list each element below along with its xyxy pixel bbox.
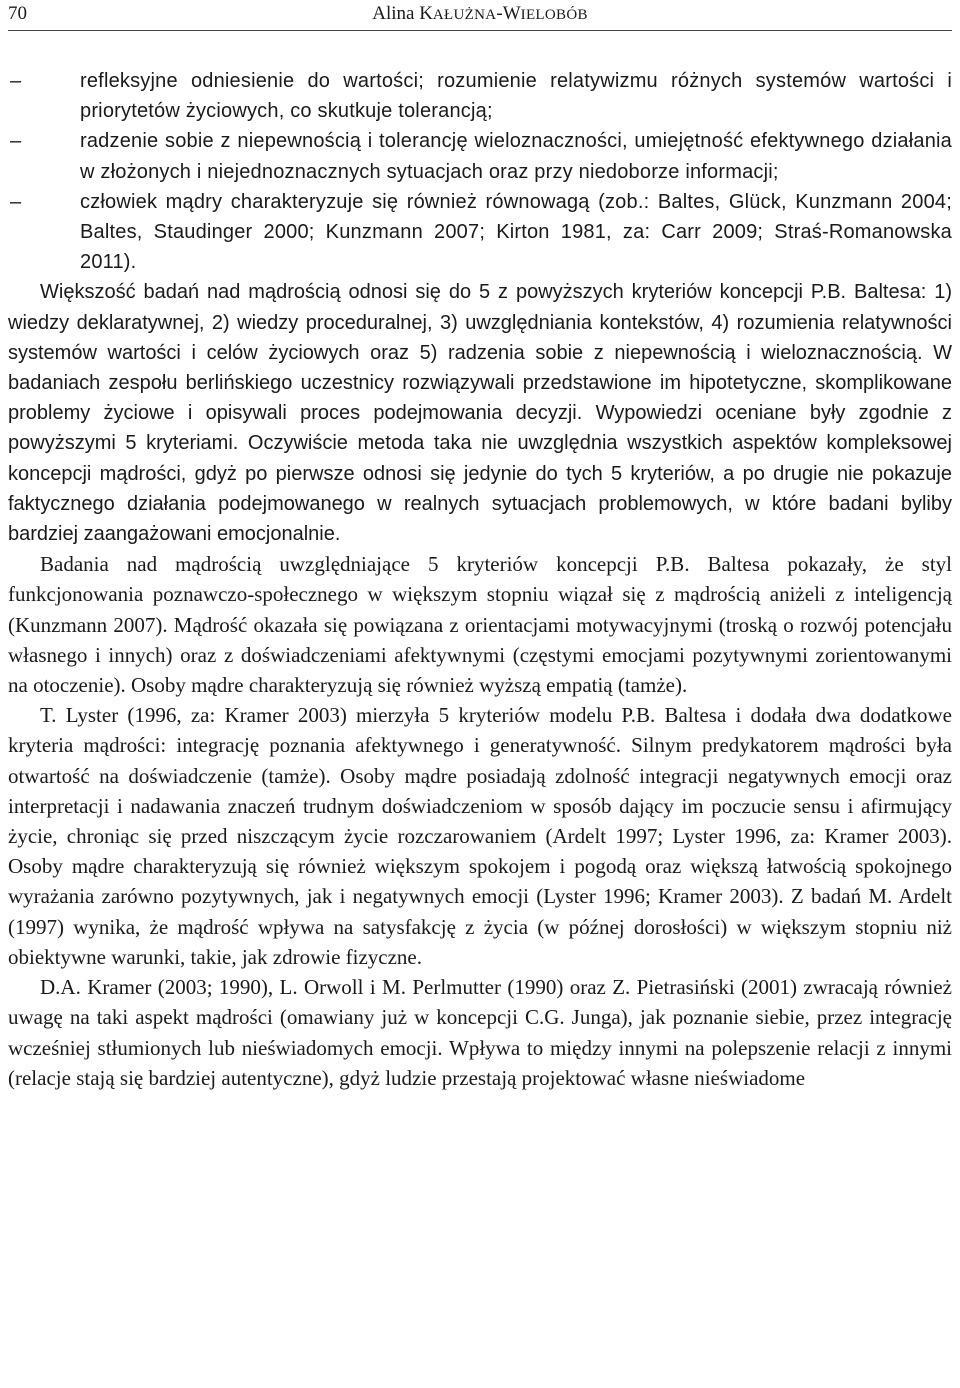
list-item: – refleksyjne odniesienie do wartości; rozumienie relatywizmu różnych systemów wartości i priorytetów życiowych, co skutkuje tolerancją; bbox=[8, 66, 952, 126]
running-header bbox=[8, 0, 952, 31]
body-text bbox=[8, 66, 952, 1093]
page-number: 70 bbox=[8, 3, 27, 24]
paragraph: Większość badań nad mądrością odnosi się do 5 z powyższych kryteriów koncepcji P.B. Baltesa: 1) wiedzy deklaratywnej, 2) wiedzy proceduralnej, 3) uwzględniania kontekstów, 4) rozumienia relatywności systemów wartości i celów życiowych oraz 5) radzenia sobie z niepewnością i wieloznacznością. W badaniach zespołu berlińskiego uczestnicy rozwiązywali przedstawione im hipotetyczne, skomplikowane problemy życiowe i opisywali proces podejmowania decyzji. Wypowiedzi oceniane były zgodnie z powyższymi 5 kryteriami. Oczywiście metoda taka nie uwzględnia wszystkich aspektów kompleksowej koncepcji mądrości, gdyż po pierwsze odnosi się jedynie do tych 5 kryteriów, a po drugie nie pokazuje faktycznego działania podejmowanego w realnych sytuacjach problemowych, w które badani byliby bardziej zaangażowani emocjonalnie. bbox=[8, 281, 952, 546]
dash-bullet: – bbox=[10, 190, 22, 213]
paragraph: T. Lyster (1996, za: Kramer 2003) mierzyła 5 kryteriów modelu P.B. Baltesa i dodała dwa dodatkowe kryteria mądrości: integrację poznania afektywnego i generatywność. Silnym predykatorem mądrości była otwartość na doświadczenie (tamże). Osoby mądre posiadają zdolność integracji negatywnych emocji oraz interpretacji i nadawania znaczeń trudnym doświadczeniom w sposób dający im poczucie sensu i afirmujący życie, chroniąc się przed niszczącym życie rozczarowaniem (Ardelt 1997; Lyster 1996, za: Kramer 2003). Osoby mądre charakteryzują się również większym spokojem i pogodą oraz większą łatwością spokojnego wyrażania zarówno pozytywnych, jak i negatywnych emocji (Lyster 1996; Kramer 2003). Z badań M. Ardelt (1997) wynika, że mądrość wpływa na satysfakcję z życia (w późnej dorosłości) w większym stopniu niż obiektywne warunki, takie, jak zdrowie fizyczne. bbox=[8, 703, 952, 969]
paragraph: D.A. Kramer (2003; 1990), L. Orwoll i M. Perlmutter (1990) oraz Z. Pietrasiński (2001) zwracają również uwagę na taki aspekt mądrości (omawiany już w koncepcji C.G. Junga), jak poznanie siebie, przez integrację wcześniej stłumionych lub nieświadomych emocji. Wpływa to między innymi na polepszenie relacji z innymi (relacje stają się bardziej autentyczne), gdyż ludzie przestają projektować własne nieświadome bbox=[8, 975, 952, 1090]
dash-bullet: – bbox=[10, 70, 22, 92]
list-item: – radzenie sobie z niepewnością i tolerancję wieloznaczności, umiejętność efektywnego działania w złożonych i niejednoznacznych sytuacjach oraz przy niedoborze informacji; bbox=[8, 126, 952, 186]
running-head-author: Alina KAŁUŻNA-WIELOBÓB bbox=[372, 3, 588, 24]
criteria-list bbox=[8, 66, 952, 277]
list-item: – człowiek mądry charakteryzuje się również równowagą (zob.: Baltes, Glück, Kunzmann 2004; Baltes, Staudinger 2000; Kunzmann 2007; Kirton 1981, za: Carr 2009; Straś-Romanowska 2011). bbox=[8, 187, 952, 278]
dash-bullet: – bbox=[10, 130, 22, 153]
paragraph: Badania nad mądrością uwzględniające 5 kryteriów koncepcji P.B. Baltesa pokazały, że styl funkcjonowania poznawczo-społecznego w większym stopniu wiązał się z mądrością aniżeli z inteligencją (Kunzmann 2007). Mądrość okazała się powiązana z orientacjami motywacyjnymi (troską o rozwój potencjału własnego i innych) oraz z doświadczeniami afektywnymi (częstymi emocjami pozytywnymi zorientowanymi na otoczenie). Osoby mądre charakteryzują się również wyższą empatią (tamże). bbox=[8, 552, 952, 698]
